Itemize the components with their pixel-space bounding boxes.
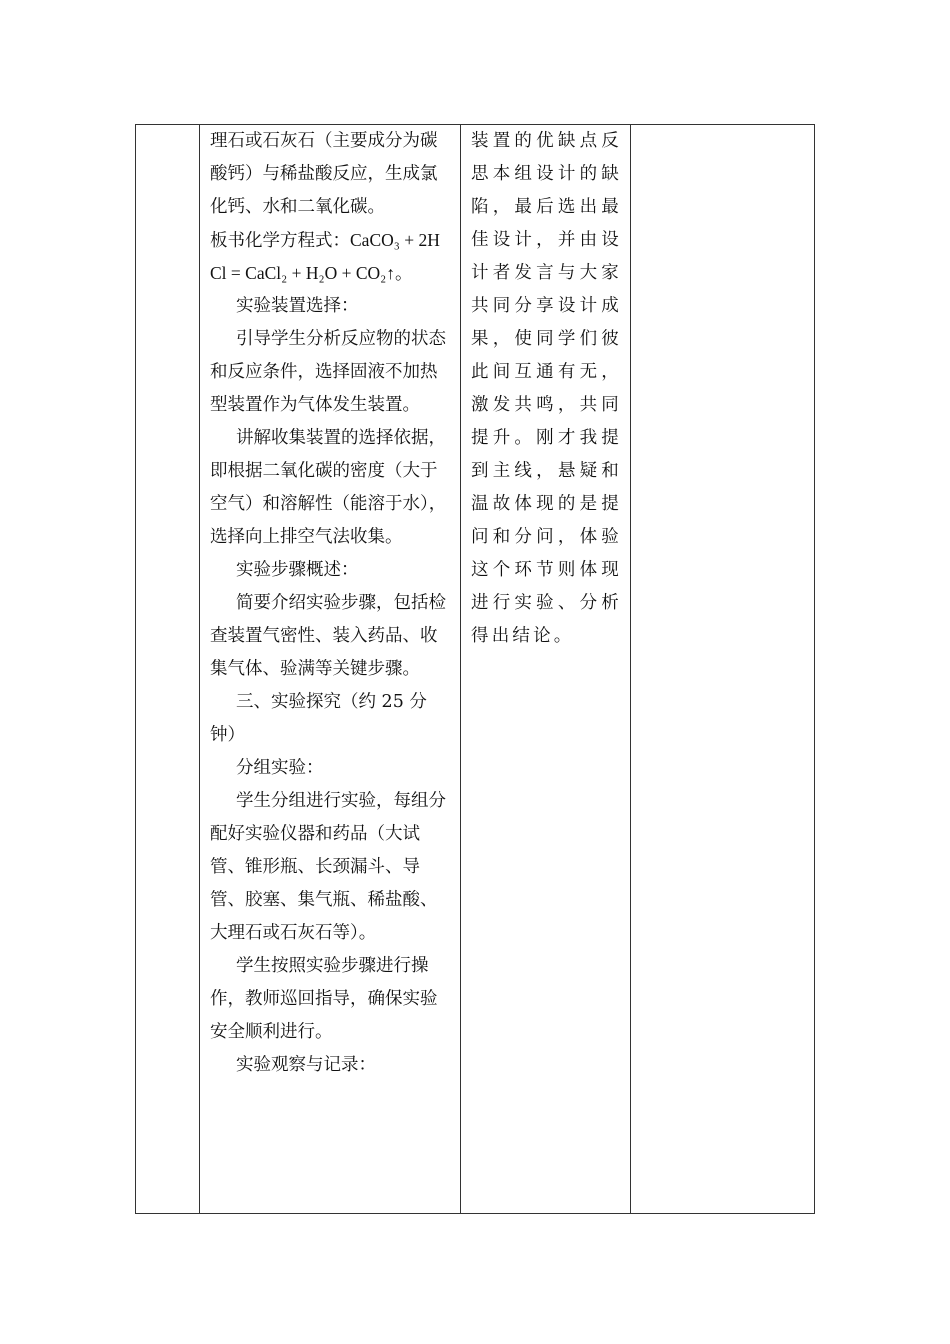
teaching-process-column (200, 125, 461, 1213)
design-intent-column (461, 125, 631, 1213)
process-paragraph: 简要介绍实验步骤，包括检查装置气密性、装入药品、收集气体、验满等关键步骤。 (210, 593, 446, 679)
stage-column (136, 125, 200, 1213)
lesson-plan-table (135, 124, 815, 1214)
notes-column (631, 125, 814, 1213)
process-paragraph: 理石或石灰石（主要成分为碳酸钙）与稀盐酸反应，生成氯化钙、水和二氧化碳。 (210, 131, 438, 217)
section-heading: 三、实验探究（约 25 分钟） (210, 692, 427, 745)
process-paragraph: 讲解收集装置的选择依据，即根据二氧化碳的密度（大于空气）和溶解性（能溶于水），选择向上排空气法收集。 (210, 428, 447, 547)
process-paragraph: 分组实验： (236, 758, 324, 778)
process-paragraph: 引导学生分析反应物的状态和反应条件，选择固液不加热型装置作为气体发生装置。 (210, 329, 446, 415)
chemical-equation-paragraph: 板书化学方程式：CaCO₃ + 2HCl = CaCl₂ + H₂O + CO₂↑。 (210, 230, 440, 283)
process-paragraph: 实验装置选择： (236, 296, 359, 316)
process-paragraph: 实验观察与记录： (236, 1055, 376, 1075)
design-intent-text: 装置的优缺点反思本组设计的缺陷，最后选出最佳设计，并由设计者发言与大家共同分享设计成果，使同学们彼此间互通有无，激发共鸣，共同提升。刚才我提到主线，悬疑和温故体现的是提问和分问，体验这个环节则体现进行实验、分析得出结论。 (471, 131, 622, 646)
process-paragraph: 实验步骤概述： (236, 560, 359, 580)
process-paragraph: 学生分组进行实验，每组分配好实验仪器和药品（大试管、锥形瓶、长颈漏斗、导管、胶塞、集气瓶、稀盐酸、大理石或石灰石等）。 (210, 791, 446, 943)
process-paragraph: 学生按照实验步骤进行操作，教师巡回指导，确保实验安全顺利进行。 (210, 956, 438, 1042)
